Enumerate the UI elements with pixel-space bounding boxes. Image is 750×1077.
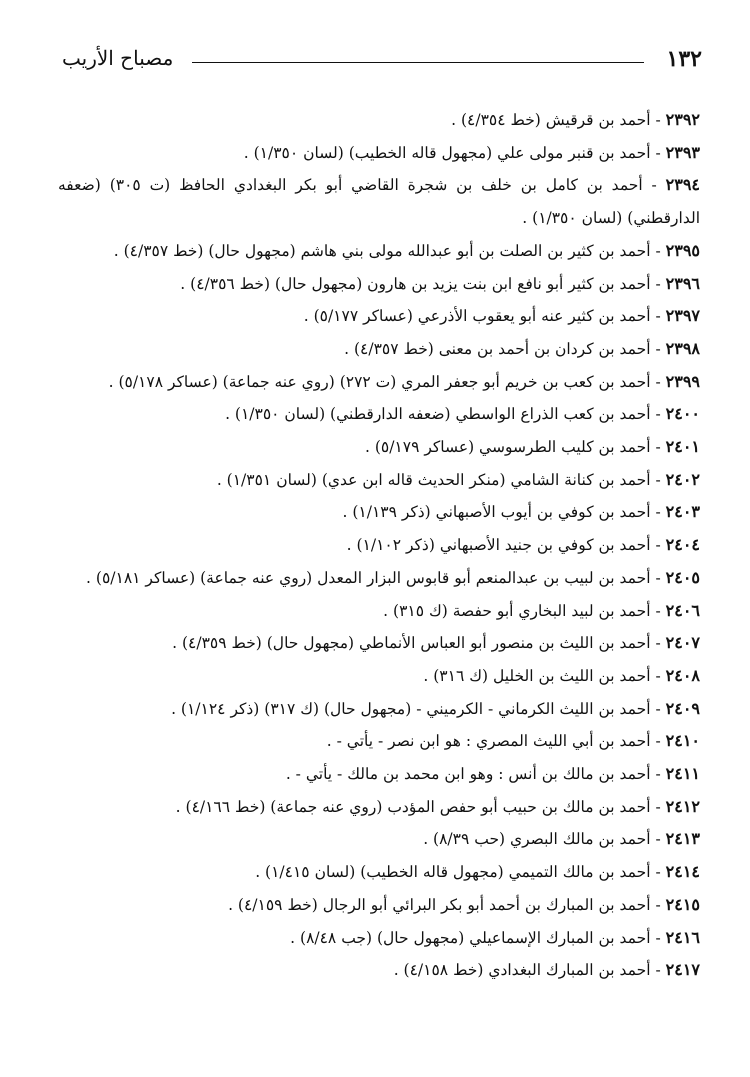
entry-text: أحمد بن كوفي بن جنيد الأصبهاني (ذكر ١/١٠٢) . — [346, 536, 651, 555]
running-title: مصباح الأريب — [62, 46, 174, 70]
entry-text: أحمد بن المبارك الإسماعيلي (مجهول حال) (جب ٨/٤٨) . — [290, 928, 651, 947]
entry-text: أحمد بن مالك البصري (حب ٨/٣٩) . — [423, 830, 651, 849]
page-header — [62, 42, 702, 78]
entry-text: أحمد بن أبي الليث المصري : هو ابن نصر - يأتي - . — [326, 732, 651, 751]
entry-number: ٢٣٩٨ — [665, 338, 700, 358]
entry-item: ٢٤١٥ - أحمد بن المبارك بن أحمد أبو بكر البرائي أبو الرجال (خط ٤/١٥٩) . — [228, 894, 700, 914]
entry-text: أحمد بن الليث بن منصور أبو العباس الأنماطي (مجهول حال) (خط ٤/٣٥٩) . — [172, 634, 651, 653]
entry-number: ٢٤٠٣ — [665, 502, 700, 522]
entry-item: ٢٣٩٤ - أحمد بن كامل بن خلف بن شجرة القاضي أبو بكر البغدادي الحافظ (ت ٣٠٥) (ضعفه الدارقطني) (لسان ١/٣٥٠) . — [58, 175, 700, 228]
entry-text: أحمد بن مالك بن حبيب أبو حفص المؤدب (روي عنه جماعة) (خط ٤/١٦٦) . — [175, 797, 651, 816]
entry-text: أحمد بن كثير أبو نافع ابن بنت يزيد بن هارون (مجهول حال) (خط ٤/٣٥٦) . — [180, 274, 651, 293]
entry-number: ٢٣٩٥ — [665, 240, 700, 260]
entry-item: ٢٣٩٧ - أحمد بن كثير عنه أبو يعقوب الأذرعي (عساكر ٥/١٧٧) . — [303, 306, 700, 326]
entry-number: ٢٤٠٩ — [665, 698, 700, 718]
entry-list — [58, 104, 700, 987]
entry-text: أحمد بن مالك بن أنس : وهو ابن محمد بن مالك - يأتي - . — [285, 765, 651, 784]
entry-number: ٢٤١٢ — [665, 796, 700, 816]
page-number: ١٣٢ — [666, 46, 702, 72]
entry-item: ٢٤٠٤ - أحمد بن كوفي بن جنيد الأصبهاني (ذكر ١/١٠٢) . — [346, 535, 700, 555]
entry-item: ٢٣٩٨ - أحمد بن كردان بن أحمد بن معنى (خط ٤/٣٥٧) . — [344, 338, 700, 358]
entry-text: أحمد بن المبارك البغدادي (خط ٤/١٥٨) . — [393, 961, 651, 980]
entry-text: أحمد بن كعب الذراع الواسطي (ضعفه الدارقطني) (لسان ١/٣٥٠) . — [225, 405, 651, 424]
entry-text: أحمد بن كعب بن خريم أبو جعفر المري (ت ٢٧٢) (روي عنه جماعة) (عساكر ٥/١٧٨) . — [108, 372, 651, 391]
entry-item: ٢٤١٣ - أحمد بن مالك البصري (حب ٨/٣٩) . — [423, 829, 700, 849]
entry-item: ٢٤١٦ - أحمد بن المبارك الإسماعيلي (مجهول حال) (جب ٨/٤٨) . — [290, 927, 700, 947]
entry-number: ٢٤٠٥ — [665, 567, 700, 587]
entry-number: ٢٤٠٧ — [665, 633, 700, 653]
entry-text: أحمد بن كوفي بن أيوب الأصبهاني (ذكر ١/١٣٩) . — [342, 503, 651, 522]
entry-number: ٢٤٠٨ — [665, 665, 700, 685]
entry-item: ٢٤١٤ - أحمد بن مالك التميمي (مجهول قاله الخطيب) (لسان ١/٤١٥) . — [255, 862, 700, 882]
entry-item: ٢٣٩٣ - أحمد بن قنبر مولى علي (مجهول قاله الخطيب) (لسان ١/٣٥٠) . — [243, 142, 700, 162]
entry-item: ٢٣٩٩ - أحمد بن كعب بن خريم أبو جعفر المري (ت ٢٧٢) (روي عنه جماعة) (عساكر ٥/١٧٨) . — [108, 371, 700, 391]
entry-text: أحمد بن لبيد البخاري أبو حفصة (ك ٣١٥) . — [383, 601, 651, 620]
header-rule — [192, 62, 644, 63]
entry-item: ٢٤٠٨ - أحمد بن الليث بن الخليل (ك ٣١٦) . — [423, 665, 700, 685]
entry-item: ٢٤١١ - أحمد بن مالك بن أنس : وهو ابن محمد بن مالك - يأتي - . — [285, 764, 700, 784]
entry-number: ٢٤٠١ — [665, 437, 700, 457]
entry-item: ٢٣٩٦ - أحمد بن كثير أبو نافع ابن بنت يزيد بن هارون (مجهول حال) (خط ٤/٣٥٦) . — [180, 273, 700, 293]
entry-number: ٢٣٩٧ — [665, 306, 700, 326]
entry-text: أحمد بن كامل بن خلف بن شجرة القاضي أبو بكر البغدادي الحافظ (ت ٣٠٥) (ضعفه الدارقطني) (لسان ١/٣٥٠) . — [58, 176, 700, 228]
entry-item: ٢٤٠٦ - أحمد بن لبيد البخاري أبو حفصة (ك ٣١٥) . — [383, 600, 700, 620]
entry-text: أحمد بن المبارك بن أحمد أبو بكر البرائي أبو الرجال (خط ٤/١٥٩) . — [228, 895, 651, 914]
entry-text: أحمد بن كردان بن أحمد بن معنى (خط ٤/٣٥٧) . — [344, 339, 651, 358]
entry-text: أحمد بن كليب الطرسوسي (عساكر ٥/١٧٩) . — [364, 438, 651, 457]
entry-number: ٢٣٩٤ — [665, 175, 700, 195]
entry-number: ٢٤٠٤ — [665, 535, 700, 555]
entry-item: ٢٣٩٥ - أحمد بن كثير بن الصلت بن أبو عبدالله مولى بني هاشم (مجهول حال) (خط ٤/٣٥٧) . — [113, 240, 700, 260]
entry-number: ٢٤١٥ — [665, 894, 700, 914]
entry-item: ٢٤١٠ - أحمد بن أبي الليث المصري : هو ابن نصر - يأتي - . — [326, 731, 700, 751]
entry-number: ٢٤١١ — [665, 764, 700, 784]
entry-item: ٢٤٠٠ - أحمد بن كعب الذراع الواسطي (ضعفه الدارقطني) (لسان ١/٣٥٠) . — [225, 404, 700, 424]
entry-number: ٢٤٠٠ — [665, 404, 700, 424]
entry-number: ٢٣٩٩ — [665, 371, 700, 391]
entry-item: ٢٤١٧ - أحمد بن المبارك البغدادي (خط ٤/١٥٨) . — [393, 960, 700, 980]
entry-text: أحمد بن مالك التميمي (مجهول قاله الخطيب) (لسان ١/٤١٥) . — [255, 863, 651, 882]
entry-text: أحمد بن كنانة الشامي (منكر الحديث قاله ابن عدي) (لسان ١/٣٥١) . — [216, 470, 651, 489]
entry-number: ٢٤١٤ — [665, 862, 700, 882]
entry-text: أحمد بن الليث الكرماني - الكرميني - (مجهول حال) (ك ٣١٧) (ذكر ١/١٢٤) . — [171, 699, 651, 718]
entry-number: ٢٤٠٦ — [665, 600, 700, 620]
entry-number: ٢٣٩٦ — [665, 273, 700, 293]
entry-text: أحمد بن الليث بن الخليل (ك ٣١٦) . — [423, 666, 651, 685]
entry-item: ٢٤٠١ - أحمد بن كليب الطرسوسي (عساكر ٥/١٧٩) . — [364, 437, 700, 457]
entry-item: ٢٤٠٥ - أحمد بن لبيب بن عبدالمنعم أبو قابوس البزار المعدل (روي عنه جماعة) (عساكر ٥/١٨١) . — [86, 567, 700, 587]
entry-item: ٢٤٠٩ - أحمد بن الليث الكرماني - الكرميني - (مجهول حال) (ك ٣١٧) (ذكر ١/١٢٤) . — [171, 698, 700, 718]
entry-item: ٢٤٠٢ - أحمد بن كنانة الشامي (منكر الحديث قاله ابن عدي) (لسان ١/٣٥١) . — [216, 469, 700, 489]
entry-number: ٢٤١٧ — [665, 960, 700, 980]
entry-item: ٢٤٠٣ - أحمد بن كوفي بن أيوب الأصبهاني (ذكر ١/١٣٩) . — [342, 502, 700, 522]
entry-number: ٢٤٠٢ — [665, 469, 700, 489]
entry-number: ٢٤١٣ — [665, 829, 700, 849]
entry-number: ٢٤١٠ — [665, 731, 700, 751]
entry-item: ٢٤٠٧ - أحمد بن الليث بن منصور أبو العباس الأنماطي (مجهول حال) (خط ٤/٣٥٩) . — [172, 633, 700, 653]
entry-number: ٢٤١٦ — [665, 927, 700, 947]
entry-item: ٢٤١٢ - أحمد بن مالك بن حبيب أبو حفص المؤدب (روي عنه جماعة) (خط ٤/١٦٦) . — [175, 796, 700, 816]
entry-text: أحمد بن قرقيش (خط ٤/٣٥٤) . — [451, 111, 651, 129]
entry-text: أحمد بن كثير عنه أبو يعقوب الأذرعي (عساكر ٥/١٧٧) . — [303, 307, 651, 326]
entry-item: ٢٣٩٢ - أحمد بن قرقيش (خط ٤/٣٥٤) . — [451, 110, 700, 129]
entry-text: أحمد بن قنبر مولى علي (مجهول قاله الخطيب) (لسان ١/٣٥٠) . — [243, 143, 651, 162]
entry-number: ٢٣٩٣ — [665, 142, 700, 162]
entry-number: ٢٣٩٢ — [665, 110, 700, 129]
entry-text: أحمد بن لبيب بن عبدالمنعم أبو قابوس البزار المعدل (روي عنه جماعة) (عساكر ٥/١٨١) . — [86, 568, 651, 587]
entry-text: أحمد بن كثير بن الصلت بن أبو عبدالله مولى بني هاشم (مجهول حال) (خط ٤/٣٥٧) . — [113, 241, 651, 260]
